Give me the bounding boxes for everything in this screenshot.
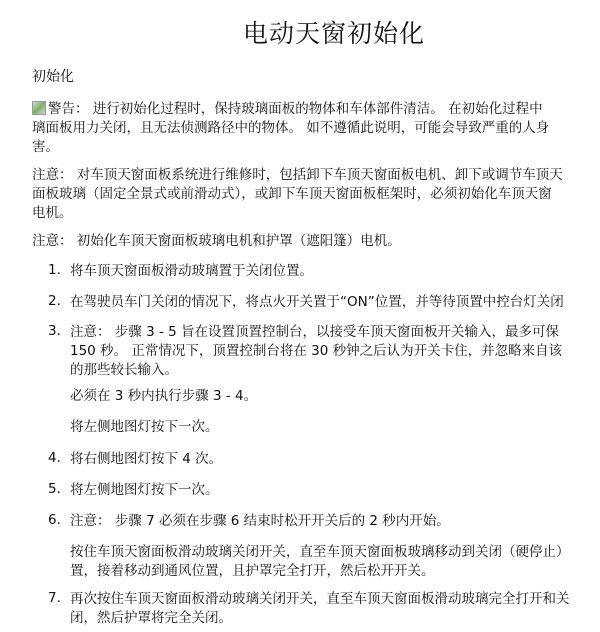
note1-line-3: 电机。	[32, 205, 73, 221]
warning-line-2: 璃面板用力关闭，且无法侦测路径中的物体。 如不遵循此说明，可能会导致严重的人身	[32, 120, 550, 136]
step-number: 4.	[48, 450, 61, 466]
step-3-sub-1: 必须在 3 秒内执行步骤 3 - 4。	[70, 388, 258, 404]
step-6-sub: 按住车顶天窗面板滑动玻璃关闭开关，直至车顶天窗面板玻璃移动到关闭（硬停止） 置，接着移动到通风位置，且护罩完全打开，然后松开开关。	[70, 544, 570, 579]
warning-line-1: 警告： 进行初始化过程时，保持玻璃面板的物体和车体部件清洁。 在初始化过程中	[32, 100, 549, 119]
step-number: 1.	[48, 262, 61, 278]
step-4-text: 将右侧地图灯按下 4 次。	[70, 451, 223, 467]
page-title: 电动天窗初始化	[242, 19, 425, 48]
note-paragraph-1	[32, 166, 563, 223]
note1-line-1: 注意： 对车顶天窗面板系统进行维修时，包括卸下车顶天窗面板电机、卸下或调节车顶天	[32, 167, 563, 183]
note1-line-2: 面板玻璃（固定全景式或前滑动式），或卸下车顶天窗面板框架时，必须初始化车顶天窗	[32, 186, 552, 202]
warning-paragraph	[32, 100, 549, 157]
broken-image-icon	[32, 101, 46, 115]
step-1-text: 将车顶天窗面板滑动玻璃置于关闭位置。	[70, 263, 313, 279]
step-2-text: 在驾驶员车门关闭的情况下，将点火开关置于“ON”位置，并等待顶置中控台灯关闭	[70, 294, 564, 310]
section-heading: 初始化	[32, 69, 74, 85]
step-number: 5.	[48, 481, 61, 497]
warning-line-3: 害。	[32, 139, 59, 155]
step-number: 3.	[48, 323, 61, 339]
step-7-text: 再次按住车顶天窗面板滑动玻璃关闭开关，直至车顶天窗面板滑动玻璃完全打开和关 闭，然后护罩将完全关闭。	[70, 591, 570, 626]
step-5-text: 将左侧地图灯按下一次。	[70, 482, 219, 498]
step-number: 2.	[48, 293, 61, 309]
step-3-sub-2: 将左侧地图灯按下一次。	[70, 419, 219, 435]
step-number: 6.	[48, 512, 61, 528]
note-paragraph-2	[32, 232, 401, 251]
step-3-text: 注意： 步骤 3 - 5 旨在设置顶置控制台，以接受车顶天窗面板开关输入，最多可保 150 秒。 正常情况下，顶置控制台将在 30 秒钟之后认为开关卡住，并忽略来自该 的那些较长输入。	[70, 324, 563, 378]
step-6-text: 注意： 步骤 7 必须在步骤 6 结束时松开开关后的 2 秒内开始。	[70, 513, 450, 529]
step-number: 7.	[48, 590, 61, 606]
note2-line: 注意： 初始化车顶天窗面板玻璃电机和护罩（遮阳篷）电机。	[32, 233, 401, 249]
